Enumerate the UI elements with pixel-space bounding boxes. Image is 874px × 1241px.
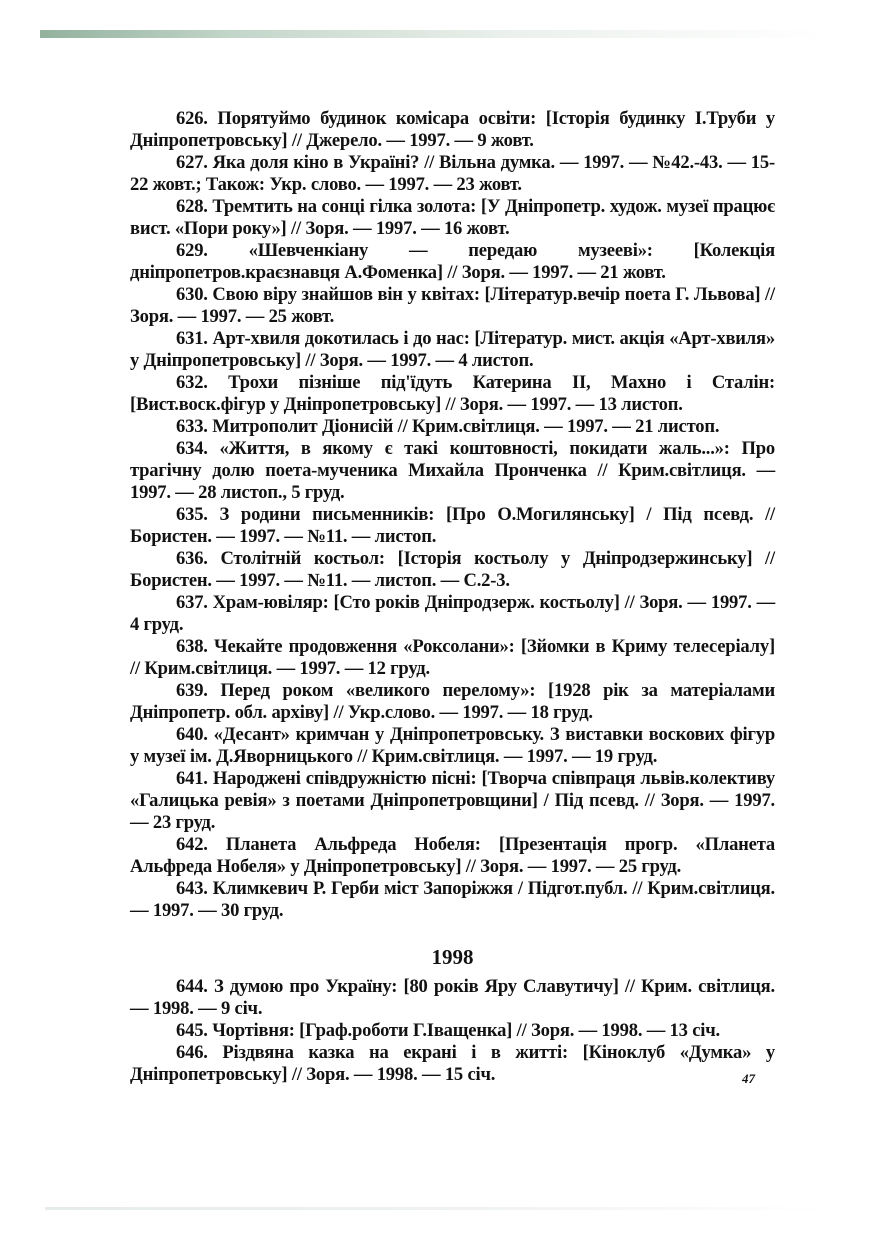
- year-heading: 1998: [431, 945, 474, 969]
- entries-1998: [130, 976, 775, 1086]
- entry-626: 626. Порятуймо будинок комісара освіти: [Історія будинку І.Труби у Дніпропетровську] // Джерело. — 1997. — 9 жовт.: [130, 108, 775, 151]
- entry-631: 631. Арт-хвиля докотилась і до нас: [Літератур. мист. акція «Арт-хвиля» у Дніпропетровську] // Зоря. — 1997. — 4 листоп.: [130, 328, 775, 371]
- entry-636: 636. Столітній костьол: [Історія костьолу у Дніпродзержинську] // Бористен. — 1997. — №11. — листоп. — С.2-3.: [130, 548, 775, 591]
- entry-645: 645. Чортівня: [Граф.роботи Г.Іващенка] // Зоря. — 1998. — 13 січ.: [176, 1020, 720, 1041]
- scan-edge-top: [40, 30, 825, 38]
- scan-edge-bottom: [45, 1207, 835, 1210]
- entry-632: 632. Трохи пізніше під'їдуть Катерина II, Махно і Сталін: [Вист.воск.фігур у Дніпропетровську] // Зоря. — 1997. — 13 листоп.: [130, 372, 775, 415]
- entry-641: 641. Народжені співдружністю пісні: [Творча співпраця львів.колективу «Галицька ревія» з поетами Дніпропетровщини] / Під псевд. // Зоря. — 1997. — 23 груд.: [130, 768, 775, 833]
- entry-644: 644. З думою про Україну: [80 років Яру Славутичу] // Крим. світлиця. — 1998. — 9 січ.: [130, 976, 775, 1019]
- entries-1997: [130, 108, 775, 922]
- entry-646: 646. Різдвяна казка на екрані і в житті: [Кіноклуб «Думка» у Дніпропетровську] // Зоря. — 1998. — 15 січ.: [130, 1042, 775, 1085]
- entry-639: 639. Перед роком «великого перелому»: [1928 рік за матеріалами Дніпропетр. обл. архіву] // Укр.слово. — 1997. — 18 груд.: [130, 680, 775, 723]
- entry-634: 634. «Життя, в якому є такі коштовності, покидати жаль...»: Про трагічну долю поета-мученика Михайла Пронченка // Крим.світлиця. — 1997. — 28 листоп., 5 груд.: [130, 438, 775, 503]
- entry-640: 640. «Десант» кримчан у Дніпропетровську. З виставки воскових фігур у музеї ім. Д.Яворницького // Крим.світлиця. — 1997. — 19 груд.: [130, 724, 775, 767]
- entry-630: 630. Свою віру знайшов він у квітах: [Літератур.вечір поета Г. Львова] // Зоря. — 1997. — 25 жовт.: [130, 284, 775, 327]
- entry-638: 638. Чекайте продовження «Роксолани»: [Зйомки в Криму телесеріалу] // Крим.світлиця. — 1997. — 12 груд.: [130, 636, 775, 679]
- entry-642: 642. Планета Альфреда Нобеля: [Презентація прогр. «Планета Альфреда Нобеля» у Дніпропетровську] // Зоря. — 1997. — 25 груд.: [130, 834, 775, 877]
- entry-629: 629. «Шевченкіану — передаю музееві»: [Колекція дніпропетров.краєзнавця А.Фоменка] // Зоря. — 1997. — 21 жовт.: [130, 240, 775, 283]
- entry-628: 628. Тремтить на сонці гілка золота: [У Дніпропетр. худож. музеї працює вист. «Пори року»] // Зоря. — 1997. — 16 жовт.: [130, 196, 775, 239]
- entry-635: 635. З родини письменників: [Про О.Могилянську] / Під псевд. // Бористен. — 1997. — №11. — листоп.: [130, 504, 775, 547]
- entry-637: 637. Храм-ювіляр: [Сто років Дніпродзерж. костьолу] // Зоря. — 1997. — 4 груд.: [130, 592, 775, 635]
- entry-627: 627. Яка доля кіно в Україні? // Вільна думка. — 1997. — №42.-43. — 15-22 жовт.; Також: Укр. слово. — 1997. — 23 жовт.: [130, 152, 775, 195]
- entry-633: 633. Митрополит Діонисій // Крим.світлиця. — 1997. — 21 листоп.: [176, 416, 720, 437]
- entry-643: 643. Климкевич Р. Герби міст Запоріжжя / Підгот.публ. // Крим.світлиця. — 1997. — 30 груд.: [130, 878, 775, 921]
- page-number: 47: [742, 1071, 755, 1086]
- page-body: [130, 108, 775, 1086]
